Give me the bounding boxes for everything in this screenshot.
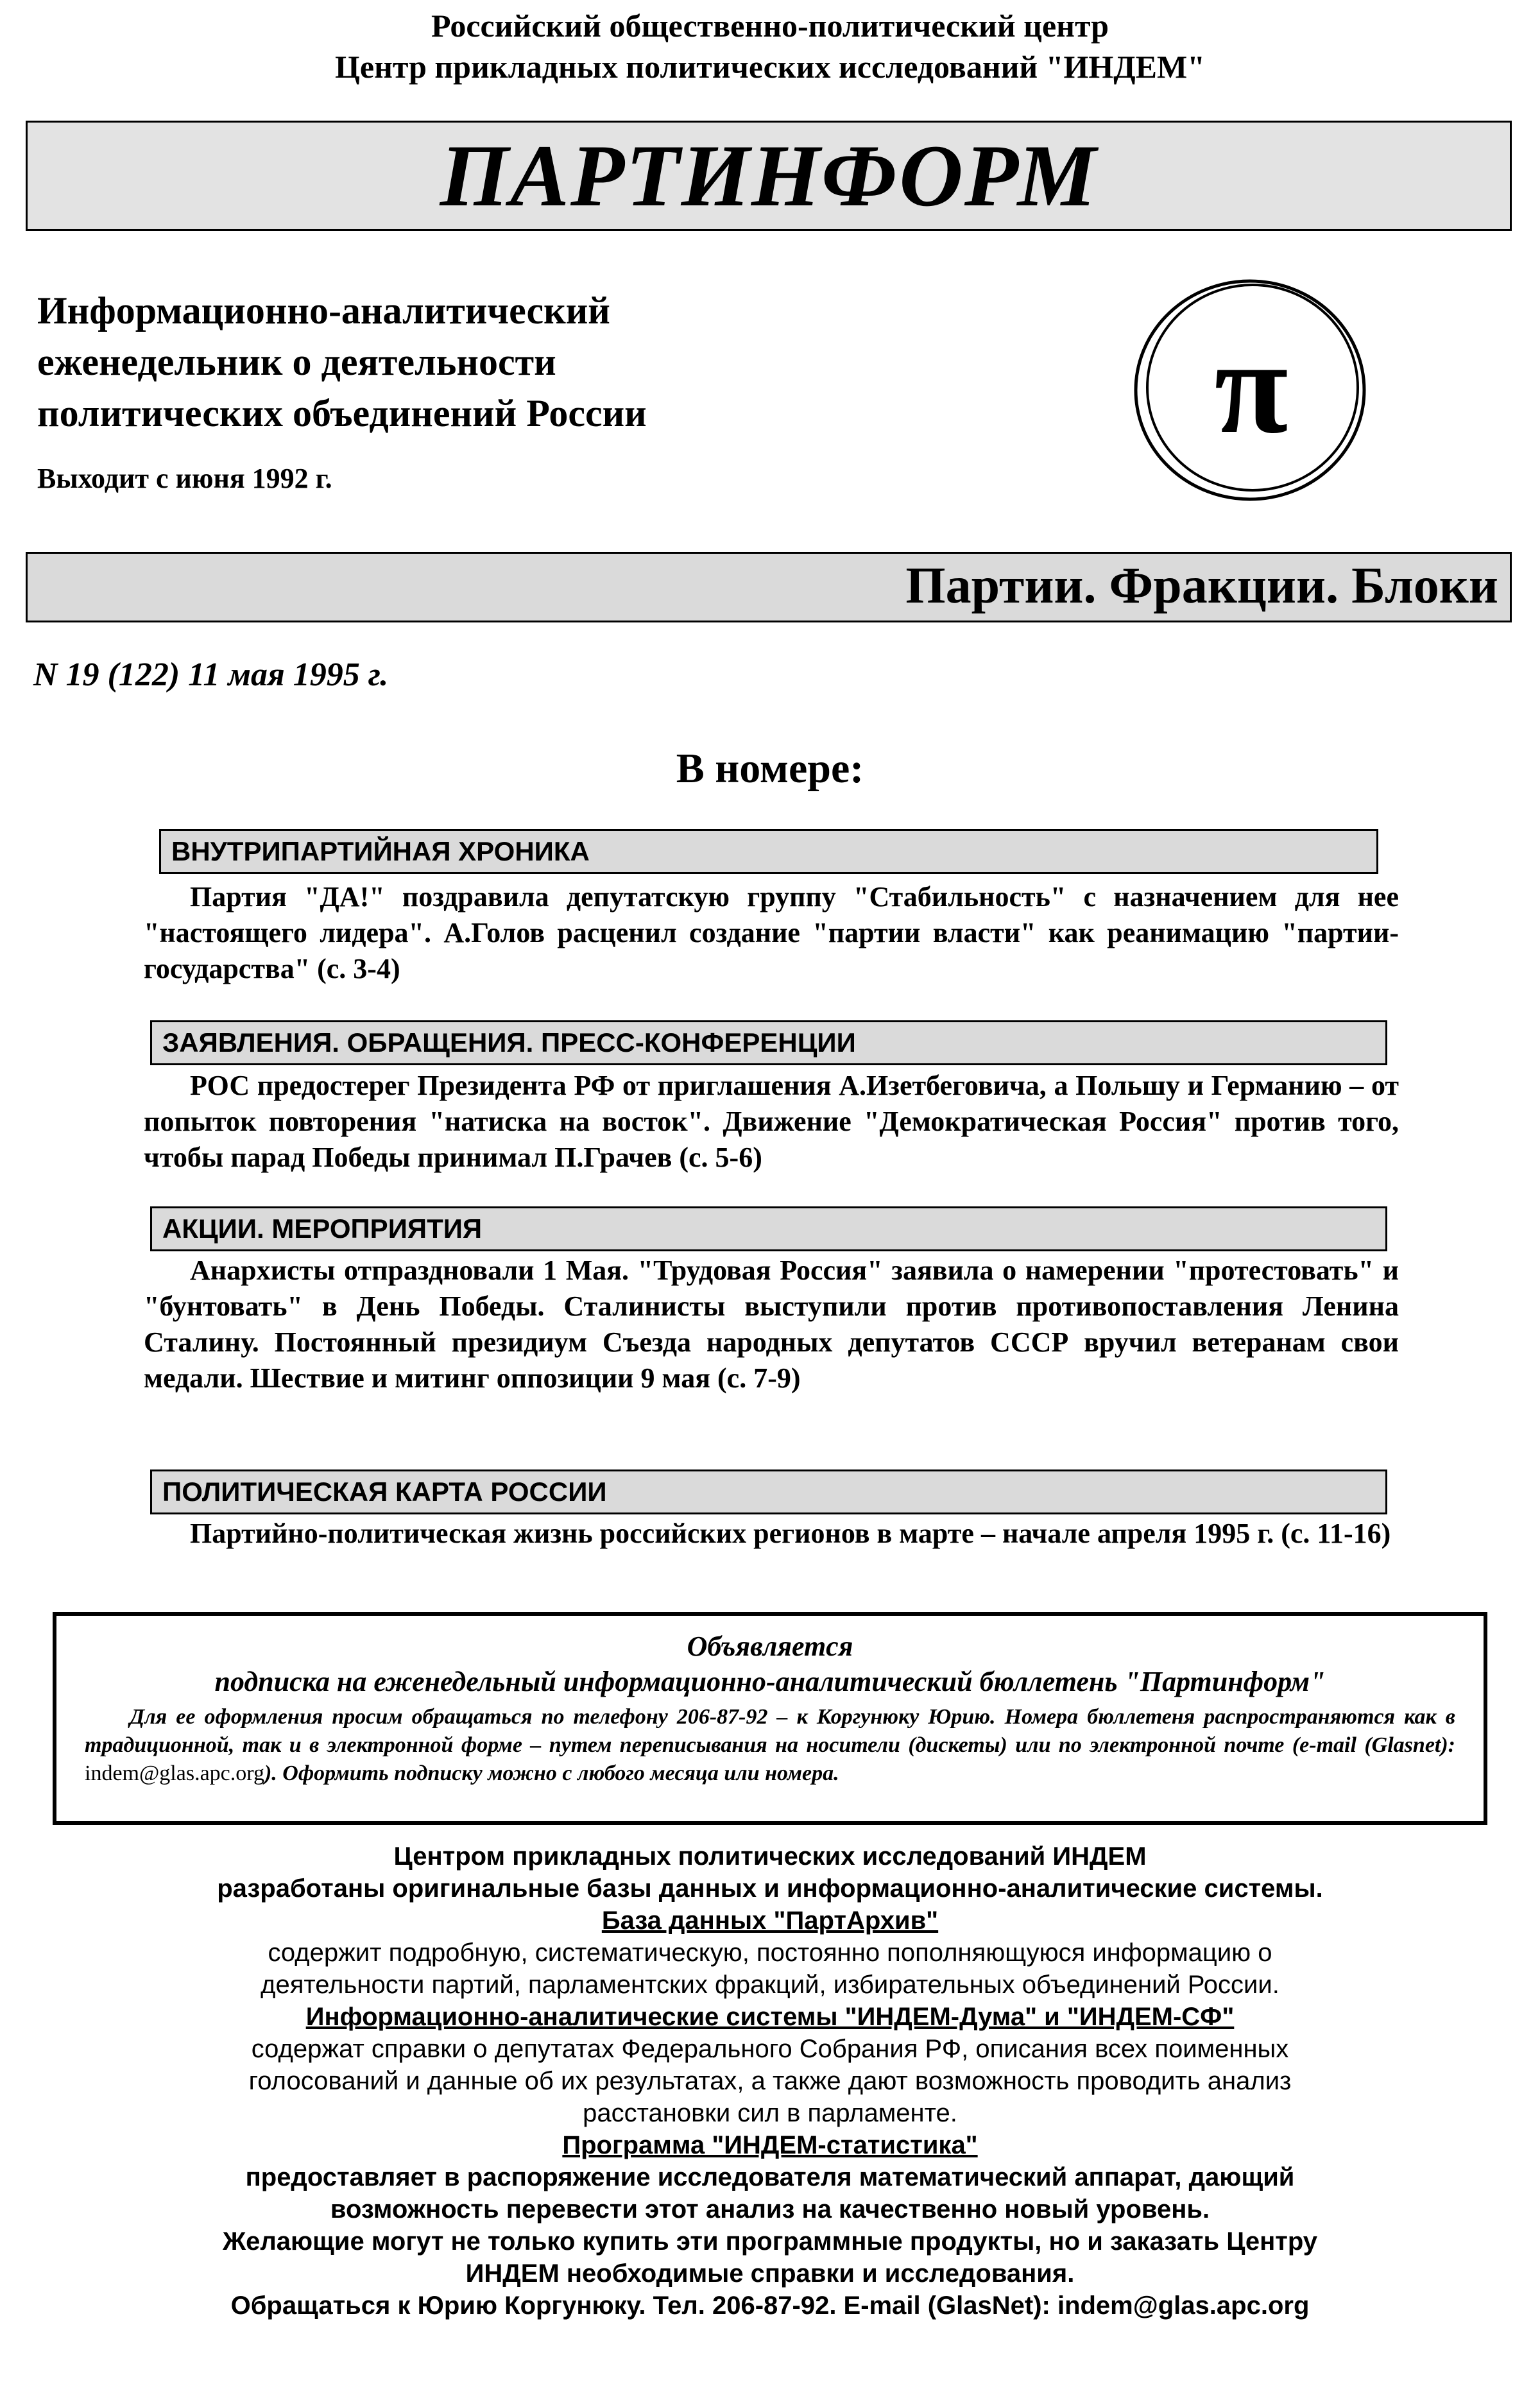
notice-email[interactable]: indem@glas.apc.org <box>85 1761 264 1785</box>
promo-line: Центром прикладных политических исследований ИНДЕМ <box>393 1842 1147 1871</box>
promo-line: разработаны оригинальные базы данных и информационно-аналитические системы. <box>217 1874 1323 1903</box>
promo-line: предоставляет в распоряжение исследователя математический аппарат, дающий <box>245 2163 1295 2191</box>
masthead-title: ПАРТИНФОРМ <box>440 126 1098 225</box>
section-title: Партии. Фракции. Блоки <box>905 558 1498 614</box>
promo-heading-partarchive: База данных "ПартАрхив" <box>601 1906 939 1935</box>
rubric-title-statements: ЗАЯВЛЕНИЯ. ОБРАЩЕНИЯ. ПРЕСС-КОНФЕРЕНЦИИ <box>150 1020 1387 1065</box>
promo-heading-indem-statistics: Программа "ИНДЕМ-статистика" <box>562 2131 978 2159</box>
section-header-bar <box>26 552 1512 622</box>
notice-body-text: Для ее оформления просим обращаться по телефону 206-87-92 – к Коргунюку Юрию. Номера бюллетеня распространяются как в традиционной, так и в электронной форме – путем переписывания на носители (дискеты) или по электронной почте (e-mail (Glasnet): <box>85 1705 1455 1757</box>
institute-line: Центр прикладных политических исследований "ИНДЕМ" <box>335 49 1205 85</box>
issue-number: N 19 (122) 11 мая 1995 г. <box>33 656 389 693</box>
masthead <box>26 121 1512 231</box>
rubric-title-chronicle: ВНУТРИПАРТИЙНАЯ ХРОНИКА <box>159 829 1378 874</box>
promo-line: возможность перевести этот анализ на качественно новый уровень. <box>330 2195 1210 2223</box>
description-line-2: еженедельник о деятельности <box>37 341 556 383</box>
indem-products-promo <box>0 1840 1540 2322</box>
promo-line: расстановки сил в парламенте. <box>583 2099 957 2127</box>
promo-line: ИНДЕМ необходимые справки и исследования. <box>465 2259 1075 2288</box>
pi-logo-icon <box>1129 268 1373 512</box>
rubric-title-actions: АКЦИИ. МЕРОПРИЯТИЯ <box>150 1206 1387 1251</box>
notice-body-tail: ). Оформить подписку можно с любого месяца или номера. <box>264 1761 839 1785</box>
contents-heading: В номере: <box>676 745 864 792</box>
publisher-line: Российский общественно-политический центр <box>431 8 1109 44</box>
notice-subheading: подписка на еженедельный информационно-аналитический бюллетень "Партинформ" <box>214 1666 1326 1697</box>
rubric-text-actions: Анархисты отпраздновали 1 Мая. "Трудовая Россия" заявила о намерении "протестовать" и "бунтовать" в День Победы. Сталинисты выступили против противопоставления Ленина Сталину. Постоянный президиум Съезда народных депутатов СССР вручил ветеранам свои медали. Шествие и митинг оппозиции 9 мая (с. 7-9) <box>144 1255 1399 1394</box>
notice-body <box>56 1699 1484 1788</box>
pi-symbol: π <box>1214 313 1288 461</box>
publication-since: Выходит с июня 1992 г. <box>37 463 332 494</box>
promo-line: Желающие могут не только купить эти программные продукты, но и заказать Центру <box>222 2227 1318 2256</box>
description-line-3: политических объединений России <box>37 392 647 434</box>
promo-line: голосований и данные об их результатах, а также дают возможность проводить анализ <box>248 2067 1292 2095</box>
promo-contact: Обращаться к Юрию Коргунюку. Тел. 206-87-92. E-mail (GlasNet): indem@glas.apc.org <box>230 2292 1310 2320</box>
promo-line: содержат справки о депутатах Федерального Собрания РФ, описания всех поименных <box>251 2035 1289 2063</box>
rubric-text-political-map: Партийно-политическая жизнь российских регионов в марте – начале апреля 1995 г. (с. 11-16) <box>190 1518 1391 1549</box>
notice-heading: Объявляется <box>687 1631 853 1662</box>
description-line-1: Информационно-аналитический <box>37 289 610 332</box>
rubric-title-political-map: ПОЛИТИЧЕСКАЯ КАРТА РОССИИ <box>150 1469 1387 1514</box>
promo-line: деятельности партий, парламентских фракций, избирательных объединений России. <box>261 1971 1279 1999</box>
promo-heading-indem-systems: Информационно-аналитические системы "ИНДЕМ-Дума" и "ИНДЕМ-СФ" <box>305 2003 1235 2031</box>
rubric-text-statements: РОС предостерег Президента РФ от приглашения А.Изетбеговича, а Польшу и Германию – от попыток повторения "натиска на восток". Движение "Демократическая Россия" против того, чтобы парад Победы принимал П.Грачев (с. 5-6) <box>144 1070 1399 1173</box>
promo-line: содержит подробную, систематическую, постоянно пополняющуюся информацию о <box>268 1939 1272 1967</box>
publication-description <box>37 285 871 439</box>
rubric-text-chronicle: Партия "ДА!" поздравила депутатскую группу "Стабильность" с назначением для нее "настоящего лидера". А.Голов расценил создание "партии власти" как реанимацию "партии-государства" (с. 3-4) <box>144 881 1399 984</box>
subscription-notice <box>53 1612 1487 1825</box>
